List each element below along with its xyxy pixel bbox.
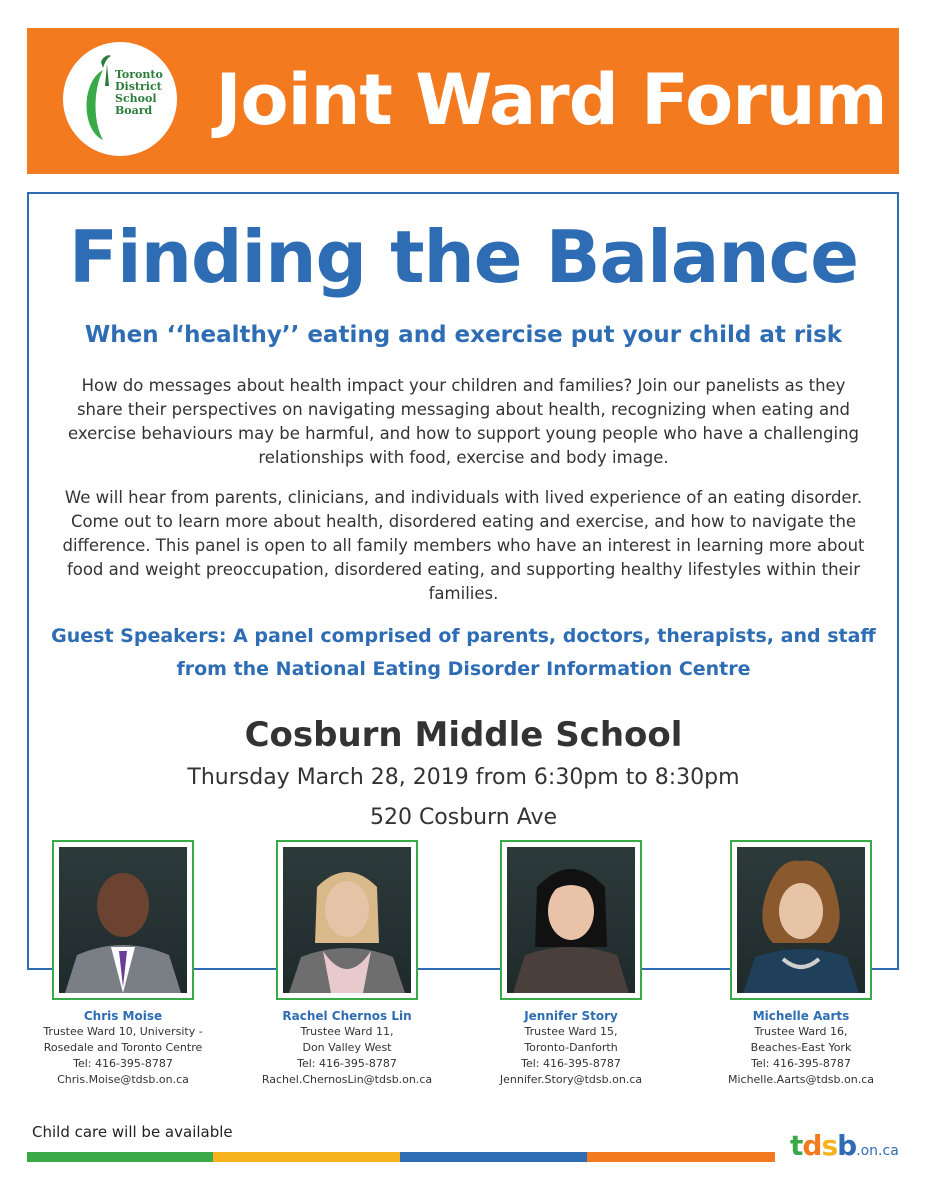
trustee-email[interactable]: Jennifer.Story@tdsb.on.ca <box>499 1073 643 1086</box>
logo-text <box>115 69 175 117</box>
portrait-icon <box>59 847 187 993</box>
trustee-ward: Trustee Ward 10, University - <box>43 1025 203 1038</box>
logo-line: Toronto <box>115 68 163 81</box>
trustee-email[interactable]: Rachel.ChernosLin@tdsb.on.ca <box>261 1073 433 1086</box>
footer-stripe <box>213 1152 400 1162</box>
page-title: Finding the Balance <box>68 215 859 299</box>
venue-name: Cosburn Middle School <box>244 715 683 755</box>
trustee-photo <box>730 840 872 1000</box>
trustee-ward: Toronto-Danforth <box>524 1041 618 1054</box>
event-datetime: Thursday March 28, 2019 from 6:30pm to 8:30pm <box>187 765 740 790</box>
trustee-ward: Trustee Ward 16, <box>754 1025 848 1038</box>
trustee-card <box>242 840 452 1088</box>
trustee-phone: Tel: 416-395-8787 <box>521 1057 621 1070</box>
logo-line: School <box>115 92 157 105</box>
event-address: 520 Cosburn Ave <box>369 805 558 830</box>
trustee-photo <box>500 840 642 1000</box>
portrait-icon <box>507 847 635 993</box>
footer-stripe <box>587 1152 775 1162</box>
logo-line: Board <box>115 104 153 117</box>
footer-stripe <box>27 1152 213 1162</box>
banner-title: Joint Ward Forum <box>215 59 887 141</box>
intro-paragraph: How do messages about health impact your children and families? Join our panelists as they share their perspectives on navigating messaging about health, recognizing when eating and exercise behaviours may be harmful, and how to support young people who have a challenging relationships with food, exercise and body image. <box>67 376 860 467</box>
portrait-icon <box>737 847 865 993</box>
trustee-name: Jennifer Story <box>524 1009 618 1023</box>
guest-speakers: Guest Speakers: A panel comprised of parents, doctors, therapists, and staff from the National Eating Disorder Information Centre <box>51 625 876 680</box>
footer-stripe <box>400 1152 587 1162</box>
page-subtitle: When ‘‘healthy’’ eating and exercise put your child at risk <box>84 322 843 348</box>
trustee-ward: Rosedale and Toronto Centre <box>43 1041 203 1054</box>
trustee-photo <box>276 840 418 1000</box>
wordmark-letter: t <box>790 1129 803 1162</box>
trustee-card <box>18 840 228 1088</box>
wordmark-letter: d <box>802 1129 822 1162</box>
trustee-name: Michelle Aarts <box>752 1009 850 1023</box>
childcare-note: Child care will be available <box>32 1123 233 1141</box>
header-banner <box>27 28 899 174</box>
trustee-ward: Beaches-East York <box>750 1041 852 1054</box>
tdsb-logo <box>63 42 177 156</box>
portrait-icon <box>283 847 411 993</box>
trustee-ward: Don Valley West <box>302 1041 392 1054</box>
trustee-phone: Tel: 416-395-8787 <box>73 1057 173 1070</box>
trustee-phone: Tel: 416-395-8787 <box>751 1057 851 1070</box>
trustee-photo <box>52 840 194 1000</box>
wordmark-domain: .on.ca <box>856 1143 899 1159</box>
tdsb-wordmark[interactable] <box>790 1130 910 1167</box>
trustee-email[interactable]: Michelle.Aarts@tdsb.on.ca <box>727 1073 875 1086</box>
trustee-card <box>466 840 676 1088</box>
trustee-card <box>696 840 906 1088</box>
details-paragraph: We will hear from parents, clinicians, and individuals with lived experience of an eating disorder. Come out to learn more about health, disordered eating and exercise, and how to navigate the difference. This panel is open to all family members who have an interest in learning more about food and weight preoccupation, disordered eating, and supporting healthy lifestyles within their families. <box>62 488 865 603</box>
wordmark-letter: s <box>821 1129 838 1162</box>
trustee-email[interactable]: Chris.Moise@tdsb.on.ca <box>57 1073 189 1086</box>
trustee-ward: Trustee Ward 11, <box>300 1025 394 1038</box>
logo-line: District <box>115 80 162 93</box>
trustee-ward: Trustee Ward 15, <box>524 1025 618 1038</box>
wordmark-letter: b <box>837 1129 857 1162</box>
trustee-name: Chris Moise <box>83 1009 163 1023</box>
trustee-phone: Tel: 416-395-8787 <box>297 1057 397 1070</box>
trustee-name: Rachel Chernos Lin <box>282 1009 412 1023</box>
